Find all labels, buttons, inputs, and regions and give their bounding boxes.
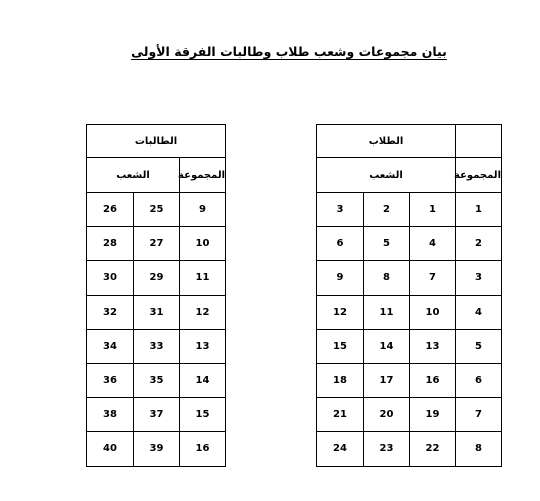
section-number-cell: 9 bbox=[317, 261, 364, 295]
section-number-cell: 27 bbox=[134, 227, 180, 261]
table-row bbox=[317, 227, 502, 261]
group-number-cell: 16 bbox=[180, 432, 226, 466]
table-row bbox=[317, 193, 502, 227]
group-number-cell: 14 bbox=[180, 363, 226, 397]
section-number-cell: 26 bbox=[87, 193, 134, 227]
group-number-cell: 12 bbox=[180, 295, 226, 329]
girls-table bbox=[86, 124, 226, 467]
section-number-cell: 30 bbox=[87, 261, 134, 295]
boys-rows bbox=[317, 193, 502, 467]
group-number-cell: 8 bbox=[456, 432, 502, 466]
page-title: بيان مجموعات وشعب طلاب وطالبات الفرقة الأولى bbox=[131, 44, 447, 59]
group-number-cell: 13 bbox=[180, 329, 226, 363]
section-number-cell: 18 bbox=[317, 363, 364, 397]
section-number-cell: 28 bbox=[87, 227, 134, 261]
section-number-cell: 39 bbox=[134, 432, 180, 466]
section-number-cell: 40 bbox=[87, 432, 134, 466]
section-number-cell: 15 bbox=[317, 329, 364, 363]
section-number-cell: 4 bbox=[410, 227, 456, 261]
table-row bbox=[87, 432, 226, 466]
table-row bbox=[317, 329, 502, 363]
table-row bbox=[87, 363, 226, 397]
section-number-cell: 23 bbox=[364, 432, 410, 466]
section-number-cell: 20 bbox=[364, 398, 410, 432]
section-number-cell: 33 bbox=[134, 329, 180, 363]
girls-header: الطالبات bbox=[87, 125, 226, 158]
section-number-cell: 37 bbox=[134, 398, 180, 432]
section-number-cell: 38 bbox=[87, 398, 134, 432]
section-number-cell: 1 bbox=[410, 193, 456, 227]
group-number-cell: 10 bbox=[180, 227, 226, 261]
section-number-cell: 34 bbox=[87, 329, 134, 363]
table-row bbox=[87, 398, 226, 432]
group-number-cell: 4 bbox=[456, 295, 502, 329]
section-number-cell: 19 bbox=[410, 398, 456, 432]
table-row bbox=[317, 398, 502, 432]
section-number-cell: 17 bbox=[364, 363, 410, 397]
table-row bbox=[317, 432, 502, 466]
section-number-cell: 12 bbox=[317, 295, 364, 329]
boys-table bbox=[316, 124, 502, 467]
section-number-cell: 3 bbox=[317, 193, 364, 227]
group-number-cell: 15 bbox=[180, 398, 226, 432]
section-number-cell: 36 bbox=[87, 363, 134, 397]
girls-section-header: الشعب bbox=[87, 158, 180, 193]
table-row bbox=[87, 329, 226, 363]
table-row bbox=[317, 261, 502, 295]
table-row bbox=[87, 193, 226, 227]
section-number-cell: 8 bbox=[364, 261, 410, 295]
section-number-cell: 32 bbox=[87, 295, 134, 329]
table-row bbox=[87, 261, 226, 295]
group-number-cell: 3 bbox=[456, 261, 502, 295]
girls-group-header: المجموعة bbox=[180, 158, 226, 193]
section-number-cell: 31 bbox=[134, 295, 180, 329]
section-number-cell: 16 bbox=[410, 363, 456, 397]
table-row bbox=[317, 363, 502, 397]
section-number-cell: 13 bbox=[410, 329, 456, 363]
section-number-cell: 6 bbox=[317, 227, 364, 261]
table-row bbox=[87, 227, 226, 261]
section-number-cell: 25 bbox=[134, 193, 180, 227]
boys-header: الطلاب bbox=[317, 125, 456, 158]
section-number-cell: 11 bbox=[364, 295, 410, 329]
group-number-cell: 5 bbox=[456, 329, 502, 363]
group-number-cell: 7 bbox=[456, 398, 502, 432]
section-number-cell: 14 bbox=[364, 329, 410, 363]
section-number-cell: 2 bbox=[364, 193, 410, 227]
boys-header-spacer bbox=[456, 125, 502, 158]
group-number-cell: 11 bbox=[180, 261, 226, 295]
boys-group-header: المجموعة bbox=[456, 158, 502, 193]
section-number-cell: 21 bbox=[317, 398, 364, 432]
section-number-cell: 29 bbox=[134, 261, 180, 295]
boys-section-header: الشعب bbox=[317, 158, 456, 193]
section-number-cell: 24 bbox=[317, 432, 364, 466]
section-number-cell: 35 bbox=[134, 363, 180, 397]
group-number-cell: 6 bbox=[456, 363, 502, 397]
group-number-cell: 1 bbox=[456, 193, 502, 227]
section-number-cell: 7 bbox=[410, 261, 456, 295]
section-number-cell: 10 bbox=[410, 295, 456, 329]
section-number-cell: 5 bbox=[364, 227, 410, 261]
group-number-cell: 2 bbox=[456, 227, 502, 261]
table-row bbox=[317, 295, 502, 329]
table-row bbox=[87, 295, 226, 329]
group-number-cell: 9 bbox=[180, 193, 226, 227]
girls-rows bbox=[87, 193, 226, 467]
section-number-cell: 22 bbox=[410, 432, 456, 466]
